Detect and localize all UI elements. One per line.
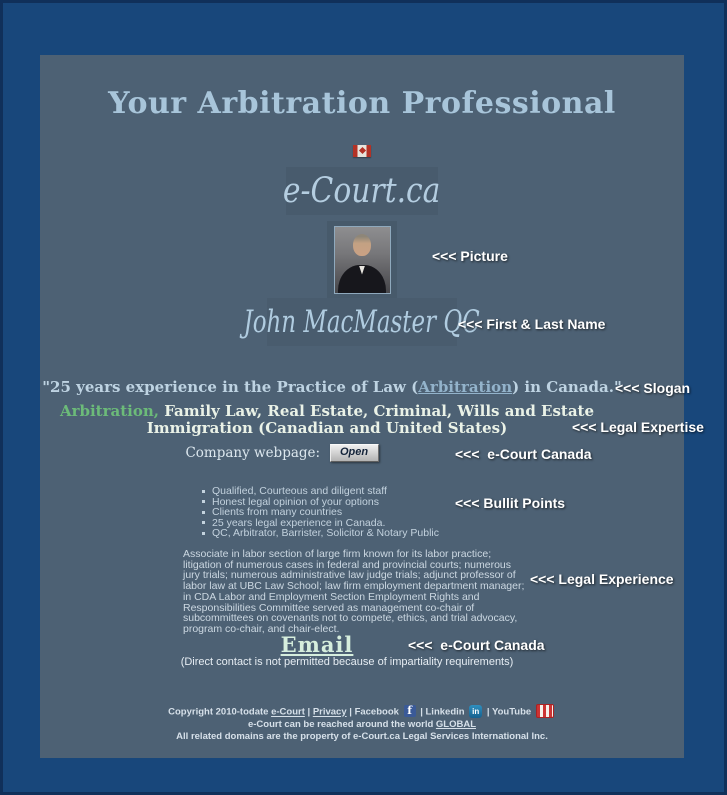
- bullet-item: Clients from many countries: [200, 507, 439, 518]
- ecourt-logo: e-Court.ca: [283, 171, 441, 211]
- profile-panel: [40, 55, 704, 758]
- bullet-item: Qualified, Courteous and diligent staff: [200, 486, 439, 497]
- annotation-webpage: <<< e-Court Canada: [455, 446, 592, 462]
- slogan: [40, 378, 624, 396]
- canada-flag-icon: [353, 145, 371, 157]
- email-link[interactable]: Email: [280, 632, 354, 657]
- annotation-bullets: <<< Bullit Points: [455, 495, 566, 511]
- annotation-expertise: <<< Legal Expertise: [572, 419, 704, 435]
- bullet-item: 25 years legal experience in Canada.: [200, 518, 439, 529]
- annotation-email: <<< e-Court Canada: [408, 637, 545, 653]
- global-text: e-Court can be reached around the world: [247, 719, 434, 730]
- maple-leaf-icon: [359, 147, 366, 154]
- footer: [40, 705, 684, 742]
- page-title: Your Arbitration Professional: [108, 86, 616, 121]
- footer-line1: [40, 705, 684, 719]
- legal-experience-paragraph: Associate in labor section of large firm known for its labor practice; litigation of numerous cases in federal and provincial courts; numerous jury trials; numerous administrative law judge trials; adjunct professor of labor law at UBC Law School; law firm employment department manager; in CDA Labor and Employment Section Employment Rights and Responsibilities Committee served as management co-chair of subcommittees on covenants not to compete, ethics, and trial advocacy, program co-chair, and chair-elect.: [183, 548, 525, 635]
- company-webpage-label: Company webpage:: [185, 445, 321, 462]
- email-note: (Direct contact is not permitted because of impartiality requirements): [180, 656, 514, 668]
- privacy-link[interactable]: Privacy: [312, 706, 347, 718]
- bullet-points-list: [200, 486, 439, 539]
- slogan-prefix: "25 years experience in the Practice of Law (: [42, 378, 419, 396]
- global-link[interactable]: GLOBAL: [435, 719, 477, 730]
- slogan-suffix: ) in Canada.": [512, 378, 622, 396]
- ecourt-link[interactable]: e-Court: [271, 706, 305, 718]
- expertise-highlight: Arbitration,: [59, 402, 159, 420]
- person-name: John MacMaster QC: [243, 304, 481, 340]
- expertise-rest: Family Law, Real Estate, Criminal, Wills and Estate: [159, 402, 595, 420]
- portrait-head: [353, 234, 371, 256]
- footer-line2: [40, 719, 684, 731]
- expertise-line2: Immigration (Canadian and United States): [146, 419, 508, 437]
- annotation-experience: <<< Legal Experience: [530, 571, 674, 587]
- footer-line3: All related domains are the property of e-Court.ca Legal Services International Inc.: [176, 730, 548, 742]
- facebook-label: | Facebook: [349, 706, 399, 718]
- legal-expertise: [40, 403, 614, 437]
- bullet-item: Honest legal opinion of your options: [200, 497, 439, 508]
- logo-box: [283, 167, 441, 215]
- annotation-name: <<< First & Last Name: [458, 316, 606, 332]
- open-webpage-button[interactable]: Open: [330, 444, 379, 462]
- copyright-text: Copyright 2010-todate: [168, 706, 269, 718]
- bullet-item: QC, Arbitrator, Barrister, Solicitor & Notary Public: [200, 528, 439, 539]
- youtube-label: | YouTube: [486, 706, 532, 718]
- portrait-photo-box: [327, 221, 397, 298]
- linkedin-icon[interactable]: in: [469, 705, 482, 718]
- youtube-icon[interactable]: [536, 704, 554, 718]
- portrait-photo: [334, 226, 391, 294]
- linkedin-label: | Linkedin: [420, 706, 465, 718]
- annotation-picture: <<< Picture: [432, 248, 508, 264]
- arbitration-link[interactable]: Arbitration: [418, 378, 513, 396]
- company-webpage-row: [40, 444, 524, 462]
- name-box: [243, 298, 481, 346]
- annotation-slogan: <<< Slogan: [615, 380, 691, 396]
- facebook-icon[interactable]: f: [404, 705, 416, 717]
- separator: |: [307, 706, 311, 718]
